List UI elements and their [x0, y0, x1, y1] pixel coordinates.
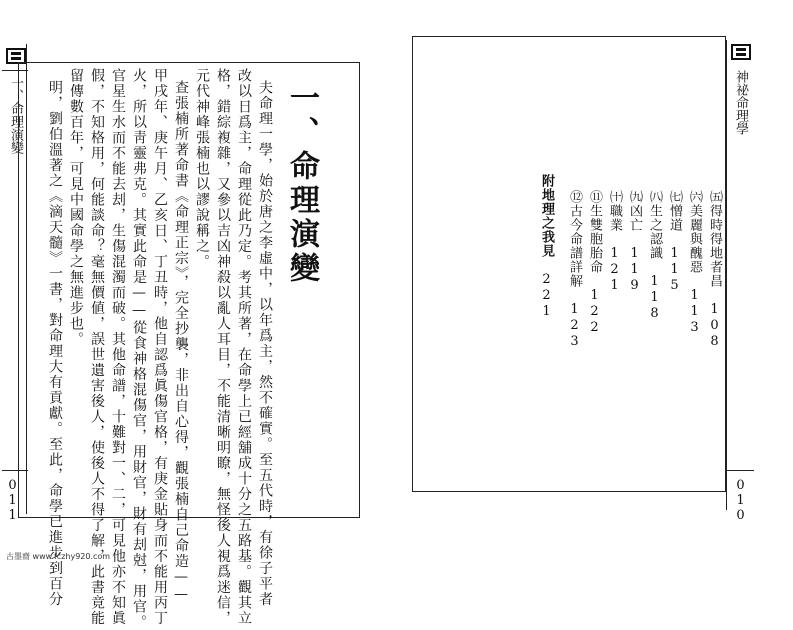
body-column-8: 官星生水而不能去刦，生傷混濁而破。其他命譜，十難對一、二，可見他亦不知眞	[110, 68, 126, 626]
toc-label: ⑫古今命譜詳解	[567, 190, 582, 288]
toc-page: 108	[707, 302, 722, 350]
right-margin-rule-bottom	[726, 470, 754, 471]
toc-entry	[688, 190, 701, 336]
toc-entry	[708, 190, 721, 350]
body-column-7: 火，所以靑靈弗克。其實此命是——從食神格混傷官，用財官，財有刦尅，用官。	[131, 68, 147, 630]
toc-page: 113	[687, 288, 702, 336]
toc-entry	[648, 190, 661, 322]
running-head-right: 神祕命理學	[733, 70, 748, 135]
toc-page: 121	[607, 246, 622, 294]
body-column-10: 留傳數百年，可見中國命學之無進步也。	[68, 68, 84, 347]
toc-page: 122	[587, 288, 602, 336]
toc-entry	[568, 190, 581, 350]
toc-page: 118	[647, 274, 662, 322]
running-head-left: 一、命理演變	[8, 76, 23, 154]
body-column-2: 改以日爲主，命理從此乃定。考其所著，在命學上已經舖成十分之五路基。觀其立	[236, 68, 252, 626]
body-column-9: 假，不知格用，何能談命？毫無價値，誤世遺害後人，使後人不得了解，此書竟能	[89, 68, 105, 626]
toc-page: 123	[567, 302, 582, 350]
body-column-3: 格，錯綜複雜，又參以吉凶神殺以亂人耳目，不能清晰明瞭，無怪後人視爲迷信，	[215, 68, 231, 626]
body-column-6: 甲戌年、庚午月、乙亥日、丁丑時，他自認爲眞傷官格，有庚金貼身而不能用丙丁	[152, 68, 168, 626]
page-number-right: 010	[733, 478, 748, 523]
toc-label: ㈦憎道	[667, 190, 682, 232]
toc-label: ㈨凶亡	[627, 190, 642, 232]
toc-label: ㈤得時得地者昌	[707, 190, 722, 288]
toc-label: ㈩職業	[607, 190, 622, 232]
body-column-4: 元代神峰張楠也以謬說稱之。	[194, 68, 210, 270]
body-column-5: 查張楠所著命書《命理正宗》，完全抄襲，非出自心得，觀張楠自己命造——	[173, 80, 189, 604]
toc-label: 附地理之我見	[539, 174, 554, 258]
body-column-11: 明，劉伯溫著之《滴天髓》一書，對命理大有貢獻。至此，命學已進步到百分	[47, 80, 63, 607]
toc-label: ㈧生之認識	[647, 190, 662, 260]
page-number-left: 011	[5, 478, 20, 523]
publisher-logo-icon	[731, 44, 751, 60]
toc-page: 115	[667, 246, 682, 294]
toc-entry-appendix	[540, 174, 553, 320]
toc-entry	[588, 190, 601, 336]
toc-entry	[608, 190, 621, 294]
toc-page: 221	[539, 272, 554, 320]
toc-label: ㈥美麗與醜惡	[687, 190, 702, 274]
body-column-1: 夫命理一學，始於唐之李虛中，以年爲主，然不確實。至五代時，有徐子平者	[257, 80, 273, 607]
toc-entry	[628, 190, 641, 294]
footer-credit: 古墨齋 www.fczhy920.com	[6, 552, 111, 561]
chapter-title: 一、命理演變	[284, 82, 319, 286]
toc-label: ⑪生雙胞胎命	[587, 190, 602, 274]
toc-page: 119	[627, 246, 642, 294]
toc-entry	[668, 190, 681, 294]
